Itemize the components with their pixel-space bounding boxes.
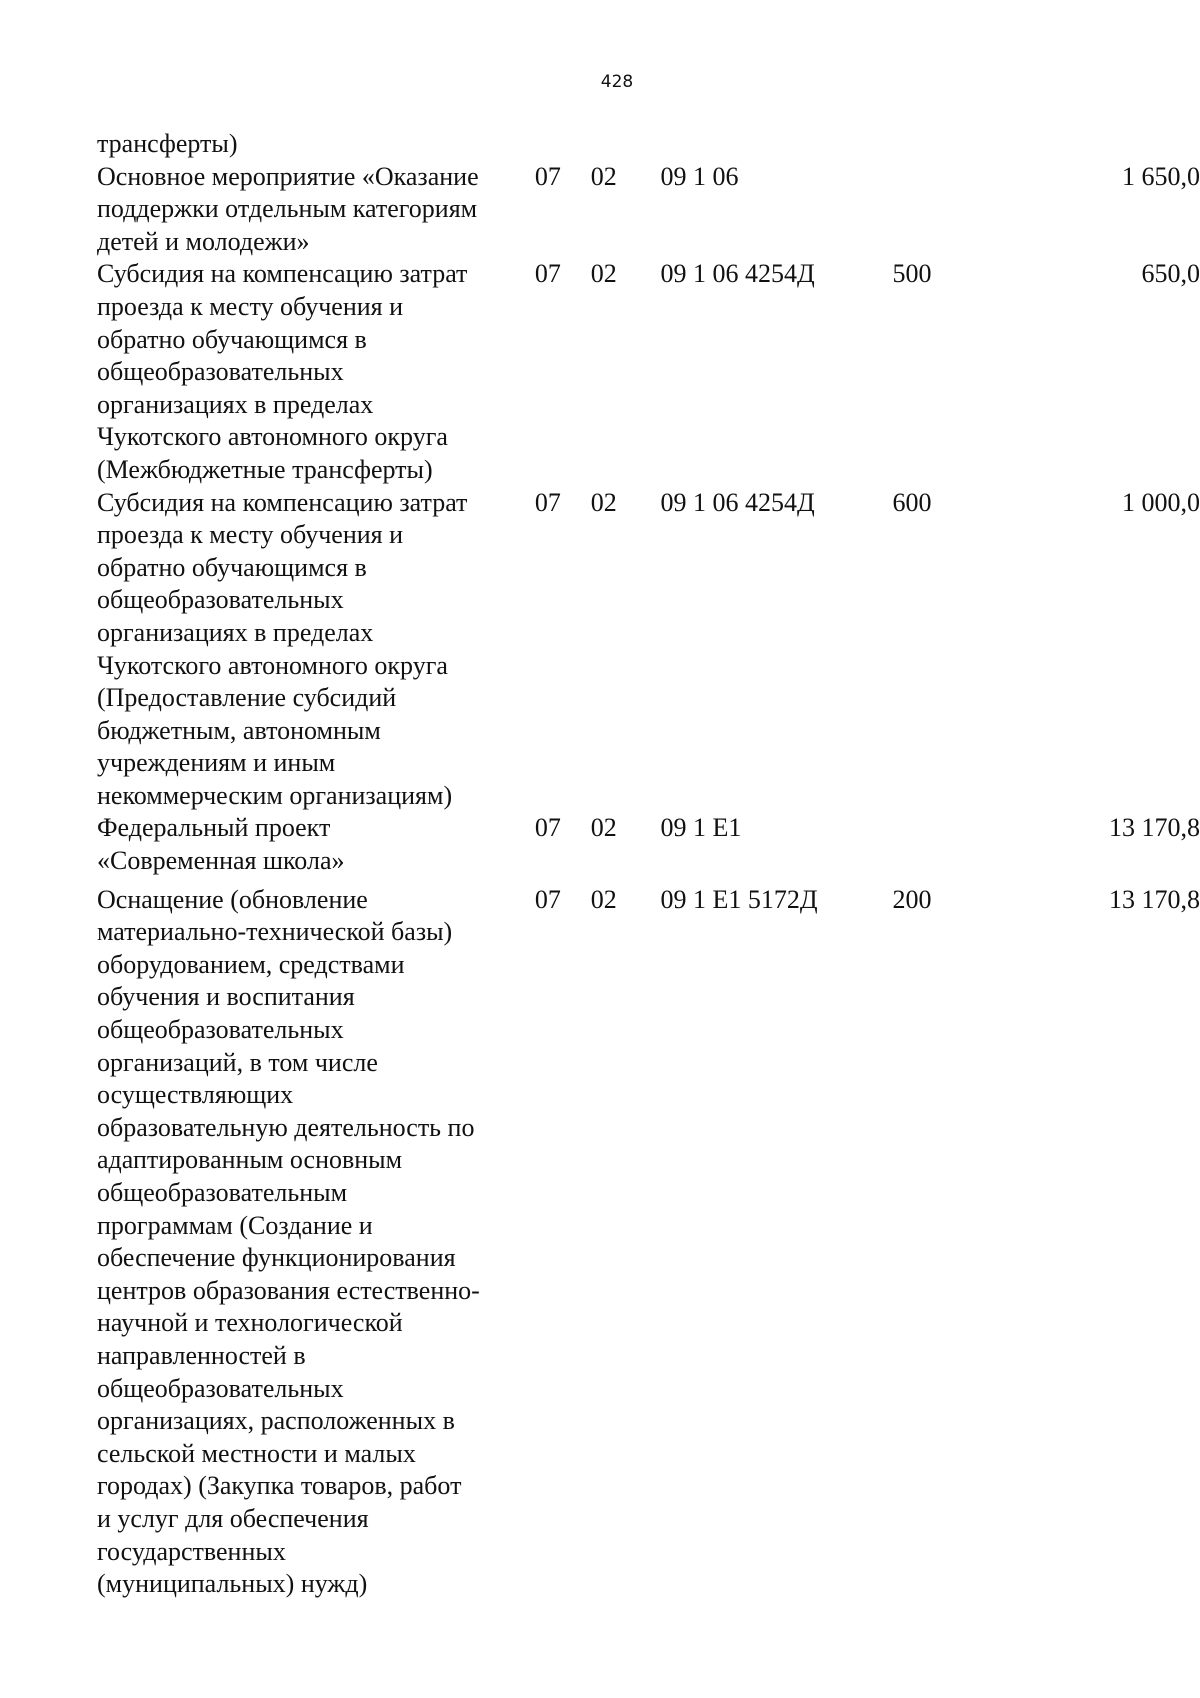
podrazdel-cell: 02: [590, 259, 617, 289]
page-number: 428: [600, 72, 634, 92]
item-name-line: научной и технологической: [97, 1308, 403, 1338]
item-name-line: общеобразовательных: [97, 1373, 344, 1403]
razdel-cell: 07: [534, 884, 561, 914]
amount-cell: 1 000,0: [1122, 487, 1200, 517]
amount-cell: 1 650,0: [1122, 161, 1200, 191]
item-name-line: городах) (Закупка товаров, работ: [97, 1471, 462, 1501]
table-row: [97, 161, 1200, 259]
target-article-cell: [660, 128, 892, 161]
item-name-line: поддержки отдельным категориям: [97, 194, 478, 224]
item-name-line: сельской местности и малых: [97, 1438, 416, 1468]
item-name-cell: [97, 258, 535, 486]
item-name-line: проезда к месту обучения и: [97, 520, 404, 550]
item-name-line: обучения и воспитания: [97, 982, 355, 1012]
item-name-line: осуществляющих: [97, 1080, 294, 1110]
item-name-cell: [97, 812, 535, 877]
target-article-cell: 09 1 06: [660, 161, 739, 191]
item-name-line: (Предоставление субсидий: [97, 683, 397, 713]
item-name-line: адаптированным основным: [97, 1145, 403, 1175]
item-name-line: учреждениям и иным: [97, 748, 336, 778]
item-name-line: обратно обучающимся в: [97, 324, 367, 354]
item-name-line: материально-технической базы): [97, 917, 453, 947]
table-row: [97, 812, 1200, 877]
item-name-line: Основное мероприятие «Оказание: [97, 161, 479, 191]
amount-cell: [979, 128, 1200, 161]
item-name-line: центров образования естественно-: [97, 1275, 480, 1305]
expense-type-cell: 600: [892, 487, 932, 517]
item-name-cell: [97, 161, 535, 259]
item-name-line: программам (Создание и: [97, 1210, 373, 1240]
item-name-line: детей и молодежи»: [97, 226, 310, 256]
expense-type-cell: [892, 161, 978, 259]
item-name-line: государственных: [97, 1536, 286, 1566]
item-name-cell: [97, 128, 535, 161]
item-name-line: организациях, расположенных в: [97, 1406, 455, 1436]
podrazdel-cell: [591, 128, 661, 161]
item-name-line: Чукотского автономного округа: [97, 650, 448, 680]
razdel-cell: [535, 128, 591, 161]
expense-type-cell: 500: [892, 259, 932, 289]
item-name-line: общеобразовательных: [97, 585, 344, 615]
target-article-cell: 09 1 E1 5172Д: [660, 884, 818, 914]
razdel-cell: 07: [534, 161, 561, 191]
table-row: [97, 878, 1200, 1601]
item-name-line: оборудованием, средствами: [97, 949, 405, 979]
item-name-line: некоммерческим организациям): [97, 780, 453, 810]
target-article-cell: 09 1 06 4254Д: [660, 259, 815, 289]
item-name-line: Чукотского автономного округа: [97, 422, 448, 452]
item-name-line: Субсидия на компенсацию затрат: [97, 487, 468, 517]
amount-cell: 650,0: [1141, 259, 1200, 289]
item-name-cell: [97, 878, 535, 1601]
item-name-line: направленностей в: [97, 1340, 306, 1370]
item-name-line: общеобразовательных: [97, 357, 344, 387]
item-name-line: обеспечение функционирования: [97, 1243, 456, 1273]
item-name-cell: [97, 487, 535, 813]
table-row: [97, 487, 1200, 813]
item-name-line: образовательную деятельность по: [97, 1112, 475, 1142]
item-name-line: Оснащение (обновление: [97, 884, 368, 914]
expense-type-cell: [892, 812, 978, 877]
item-name-line: общеобразовательных: [97, 1015, 344, 1045]
item-name-line: обратно обучающимся в: [97, 552, 367, 582]
podrazdel-cell: 02: [590, 161, 617, 191]
item-name-line: «Современная школа»: [97, 846, 345, 876]
item-name-line: организаций, в том числе: [97, 1047, 378, 1077]
item-name-line: бюджетным, автономным: [97, 715, 381, 745]
razdel-cell: 07: [534, 487, 561, 517]
item-name-line: и услуг для обеспечения: [97, 1503, 369, 1533]
budget-table-body: [97, 128, 1200, 1601]
item-name-line: Субсидия на компенсацию затрат: [97, 259, 468, 289]
razdel-cell: 07: [534, 813, 561, 843]
item-name-line: общеобразовательным: [97, 1178, 348, 1207]
item-name-line: (муниципальных) нужд): [97, 1569, 368, 1599]
item-name-line: (Межбюджетные трансферты): [97, 454, 433, 484]
table-row: [97, 128, 1200, 161]
item-name-line: проезда к месту обучения и: [97, 291, 404, 321]
amount-cell: 13 170,8: [1109, 884, 1200, 914]
expense-type-cell: 200: [892, 884, 932, 914]
podrazdel-cell: 02: [590, 813, 617, 843]
budget-table: [97, 128, 1200, 1601]
item-name-line: трансферты): [97, 129, 238, 158]
razdel-cell: 07: [534, 259, 561, 289]
podrazdel-cell: 02: [590, 884, 617, 914]
item-name-line: организациях в пределах: [97, 617, 374, 647]
item-name-line: организациях в пределах: [97, 389, 374, 419]
table-row: [97, 258, 1200, 486]
amount-cell: 13 170,8: [1109, 813, 1200, 843]
target-article-cell: 09 1 06 4254Д: [660, 487, 815, 517]
expense-type-cell: [892, 128, 978, 161]
target-article-cell: 09 1 E1: [660, 813, 742, 843]
podrazdel-cell: 02: [590, 487, 617, 517]
item-name-line: Федеральный проект: [97, 813, 331, 843]
